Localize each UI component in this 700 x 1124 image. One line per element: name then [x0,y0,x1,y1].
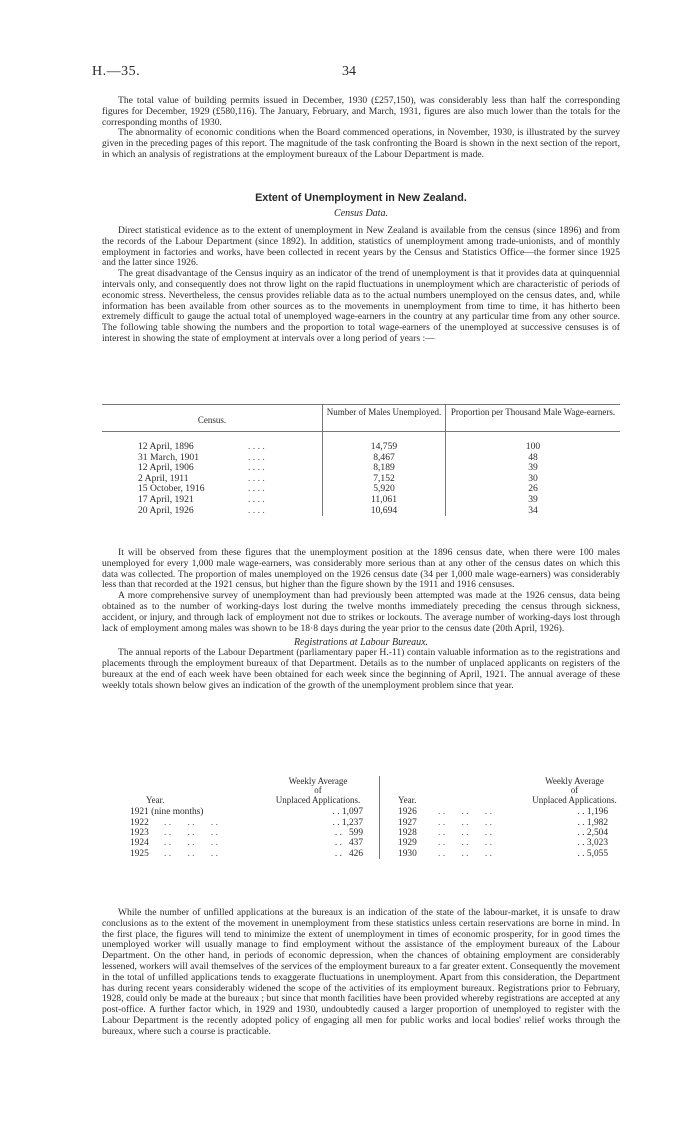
census-row [102,506,620,517]
census-date-cell [102,506,323,517]
header-weekly-average-left-line2: of [314,785,322,796]
leader-dots: . . . . . . [438,817,492,828]
weekly-year-right: 1929 [398,838,417,849]
paragraph-great-disadvantage: The great disadvantage of the Census inquiry as an indicator of the trend of unemployment is that it provides data at quinquennial intervals only, and consequently does not throw light on the rapid fluctuations in unemployment which are characteristic of periods of economic stress. Nevertheless, the census provides reliable data as to the actual numbers unemployed on the census dates, and, while information has been available from other sources as to the movements in unemployment from time to time, it has hitherto been extremely difficult to gauge the actual total of unemployed wage-earners in the country at any particular time from any other source. The following table showing the numbers and the proportion to total wage-earners of the unemployed at successive censuses is of interest in showing the state of employment at intervals over a long period of years :— [102,268,620,344]
census-proportion: 39 [528,462,538,474]
header-weekly-average-left-line1: Weekly Average [288,776,348,786]
header-year-left: Year. [146,794,165,805]
census-date-cell [102,474,323,485]
weekly-year-right: 1927 [398,817,417,828]
weekly-value-right: . . 3,023 [577,838,608,849]
leader-dots: . . . . [248,441,265,452]
census-date-cell [102,495,323,506]
weekly-year-right-cell [380,807,530,817]
leader-dots: . . . . . . [438,807,492,818]
weekly-table-header-row [130,776,620,807]
weekly-row [130,849,620,859]
header-proportion: Proportion per Thousand Male Wage-earners. [446,405,621,432]
weekly-row [130,828,620,838]
census-date: 31 March, 1901 [138,451,200,463]
leader-dots: . . . . . . [164,828,218,839]
census-proportion: 26 [528,483,538,495]
paragraph-building-permits: The total value of building permits issued in December, 1930 (£257,150), was considerably less than half the corresponding figures for December, 1929 (£580,116). The January, February, and March, 1931, figures are also much lower than the totals for the corresponding months of 1930. [102,95,620,128]
weekly-value-right: . . 1,196 [577,807,608,818]
census-section [102,226,620,345]
header-weekly-average-left-line3: Unplaced Applications. [275,794,361,805]
weekly-year-right-cell [380,818,530,828]
census-date-cell [102,442,323,453]
census-proportion: 34 [528,504,538,516]
weekly-year-left: 1925 [130,848,149,859]
weekly-average-table [130,776,620,859]
paragraph-abnormality: The abnormality of economic conditions when the Board commenced operations, in November, 1930, is illustrated by the survey given in the preceding pages of this report. The magnitude of the task confronting the Board is shown in the next section of the report, in which an analysis of registrations at the employment bureaux of the Labour Department is made. [102,127,620,160]
header-weekly-average-right [529,776,620,807]
census-date: 12 April, 1906 [138,462,194,474]
header-males-unemployed: Number of Males Unemployed. [323,405,446,432]
weekly-value-left: . . 426 [257,849,380,859]
weekly-year-left: 1924 [130,838,149,849]
census-row [102,495,620,506]
census-date: 15 October, 1916 [138,483,205,495]
census-unemployment-table [102,404,620,516]
weekly-year-left-cell [130,828,257,838]
weekly-year-right-cell [380,838,530,848]
closing-section [102,908,620,1038]
paragraph-direct-evidence: Direct statistical evidence as to the extent of unemployment in New Zealand is available from the census (since 1896) and from the records of the Labour Department (since 1892). In addition, statistics of unemployment among trade-unionists, and of monthly employment in factories and works, have been collected in recent years by the Census and Statistics Office—the former since 1925 and the latter since 1926. [102,225,620,269]
weekly-year-right-cell [380,849,530,859]
weekly-year-left: 1923 [130,828,149,839]
leader-dots: . . . . . . [438,838,492,849]
weekly-row [130,838,620,848]
census-date-cell [102,484,323,495]
header-weekly-average-right-line2: of [570,785,579,796]
weekly-row [130,807,620,817]
weekly-year-left-cell [130,849,257,859]
census-proportion: 30 [528,472,538,484]
document-reference: H.—35. [92,64,141,79]
registrations-subheading: Registrations at Labour Bureaux. [293,637,429,649]
weekly-value-left: . . 437 [257,838,380,848]
page-number: 34 [342,64,356,79]
census-date: 20 April, 1926 [138,504,194,516]
census-date-cell [102,453,323,464]
census-date: 17 April, 1921 [138,493,194,505]
census-males-unemployed: 5,920 [323,484,446,495]
section-heading: Extent of Unemployment in New Zealand. [255,192,467,204]
leader-dots: . . . . [248,451,265,463]
census-proportion: 100 [525,441,541,452]
header-year-right: Year. [398,794,417,805]
census-males-unemployed: 14,759 [323,442,446,453]
weekly-year-right: 1930 [398,848,417,859]
weekly-year-left: 1921 (nine months) [130,807,204,818]
census-date: 2 April, 1911 [138,472,189,484]
leader-dots: . . . . [248,472,265,484]
paragraph-annual-reports: The annual reports of the Labour Department (parliamentary paper H.-11) contain valuable information as to the registrations and placements through the employment bureaux of that Department. Details as to the number of unplaced applicants on registers of the bureaux at the end of each week have been obtained for each week since the beginning of April, 1921. The annual average of these weekly totals shown below gives an indication of the growth of the unemployment problem since that year. [102,647,620,691]
weekly-year-left: 1922 [130,817,149,828]
census-proportion: 48 [528,451,538,463]
weekly-value-right: . . 1,982 [577,817,608,828]
census-males-unemployed: 11,061 [323,495,446,506]
leader-dots: . . . . . . [438,848,492,859]
leader-dots: . . . . [248,504,265,516]
header-weekly-average-right-line3: Unplaced Applications. [532,794,617,805]
weekly-value-right: . . 5,055 [577,848,608,859]
census-row [102,442,620,453]
weekly-row [130,818,620,828]
weekly-value-left: . . 1,237 [257,818,380,828]
census-date: 12 April, 1896 [138,441,194,452]
census-date-cell [102,463,323,474]
weekly-year-left-cell [130,807,257,817]
census-data-subheading: Census Data. [334,208,388,219]
weekly-value-left: . . 1,097 [257,807,380,817]
weekly-year-right: 1928 [398,828,417,839]
header-census: Census. [102,405,323,432]
census-males-unemployed: 8,467 [323,453,446,464]
leader-dots: . . . . . . [164,848,218,859]
weekly-year-left-cell [130,838,257,848]
leader-dots: . . . . . . [164,838,218,849]
census-proportion: 39 [528,493,538,505]
census-males-unemployed: 7,152 [323,474,446,485]
header-weekly-average-left [257,776,380,807]
leader-dots: . . . . . . [164,817,218,828]
leader-dots: . . . . . . [438,828,492,839]
leader-dots: . . . . [248,493,265,505]
paragraph-observed: It will be observed from these figures that the unemployment position at the 1896 census date, when there were 100 males unemployed for every 1,000 male wage-earners, was considerably more serious than at any other of the census dates on which this data was collected. The proportion of males unemployed on the 1926 census date (34 per 1,000 male wage-earners) was considerably less than that recorded at the 1921 census, but higher than the figure shown by the 1911 and 1916 censuses. [102,547,620,591]
census-males-unemployed: 10,694 [323,506,446,517]
leader-dots: . . . . [248,462,265,474]
paragraph-comprehensive-survey: A more comprehensive survey of unemployment than had previously been attempted was made at the 1926 census, data being obtained as to the number of working-days lost during the twelve months immediately preceding the census through sickness, accident, or injury, and through lack of employment not due to strikes or lockouts. The average number of working-days lost through lack of employment among males was shown to be 18·8 days during the year prior to the census date (20th April, 1926). [102,590,620,634]
census-table-header-row [102,405,620,432]
census-males-unemployed: 8,189 [323,463,446,474]
leader-dots: . . . . [248,483,265,495]
weekly-value-left: . . 599 [257,828,380,838]
header-weekly-average-right-line1: Weekly Average [545,776,604,786]
paragraph-unfilled-applications: While the number of unfilled applications at the bureaux is an indication of the state of the labour-market, it is unsafe to draw conclusions as to the extent of the movement in unemployment from these statistics unless certain reservations are borne in mind. In the first place, the figures will tend to minimize the extent of unemployment in times of economic prosperity, for in good times the unemployed worker will usually manage to find employment without the assistance of the employment bureaux of the Labour Department. On the other hand, in periods of economic depression, when the chances of obtaining employment are considerably lessened, workers will avail themselves of the services of the employment bureaux to a far greater extent. Consequently the movement in the total of unfilled applications tends to exaggerate fluctuations in unemployment. Apart from this consideration, the Department has during recent years considerably widened the scope of the activities of its employment bureaux. Registrations prior to February, 1928, could only be made at the bureaux ; but since that month facilities have been provided whereby registrations are accepted at any post-office. A further factor which, in 1929 and 1930, undoubtedly caused a larger proportion of unemployed to register with the Labour Department is the recently adopted policy of engaging all men for public works and local bodies' relief works through the bureaux, where such a course is practicable. [102,907,620,1037]
after-census-section [102,548,620,692]
weekly-year-right-cell [380,828,530,838]
weekly-year-right: 1926 [398,807,417,818]
weekly-value-right: . . 2,504 [577,828,608,839]
intro-section [102,96,620,161]
weekly-year-left-cell [130,818,257,828]
section-heading-block [102,192,620,219]
